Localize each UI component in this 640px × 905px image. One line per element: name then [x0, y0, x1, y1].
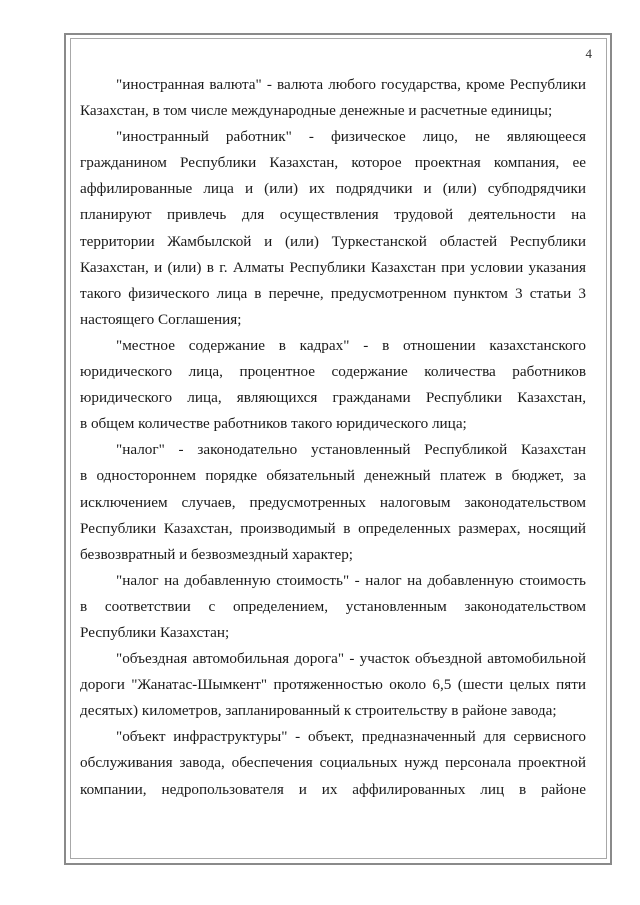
text-line: в общем количестве работников такого юридического лица;	[80, 415, 467, 433]
text-line: безвозвратный и безвозмездный характер;	[80, 545, 354, 563]
text-line: аффилированные лица и (или) их подрядчики и (или) субподрядчики	[80, 180, 586, 198]
text-line: "объездная автомобильная дорога" - участок объездной автомобильной	[116, 650, 586, 668]
text-line: исключением случаев, предусмотренных налоговым законодательством	[80, 493, 586, 511]
text-line: обслуживания завода, обеспечения социальных нужд персонала проектной	[80, 754, 586, 772]
text-line: "налог" - законодательно установленный Республикой Казахстан	[116, 441, 586, 459]
text-line: "иностранная валюта" - валюта любого государства, кроме Республики	[116, 76, 586, 93]
text-line: Казахстан, в том числе международные денежные и расчетные единицы;	[80, 102, 553, 120]
text-line: юридического лица, являющихся гражданами Республики Казахстан,	[80, 389, 586, 407]
text-line: десятых) километров, запланированный к строительству в районе завода;	[80, 702, 557, 720]
text-line: настоящего Соглашения;	[80, 310, 242, 328]
text-line: гражданином Республики Казахстан, которое проектная компания, ее	[80, 154, 586, 172]
text-line: "иностранный работник" - физическое лицо, не являющееся	[116, 128, 586, 146]
page-number: 4	[585, 46, 592, 61]
text-line: "объект инфраструктуры" - объект, предназначенный для сервисного	[116, 728, 586, 746]
text-line: Казахстан, и (или) в г. Алматы Республики Казахстан при условии указания	[80, 258, 586, 276]
text-line: в одностороннем порядке обязательный денежный платеж в бюджет, за	[80, 467, 586, 485]
text-line: такого физического лица в перечне, предусмотренном пунктом 3 статьи 3	[80, 284, 586, 302]
text-line: юридического лица, процентное содержание количества работников	[80, 363, 586, 381]
text-line: "местное содержание в кадрах" - в отношении казахстанского	[116, 336, 586, 354]
text-line: дороги "Жанатас-Шымкент" протяженностью около 6,5 (шести целых пяти	[80, 676, 586, 694]
text-line: планируют привлечь для осуществления трудовой деятельности на	[80, 206, 586, 224]
text-line: Республики Казахстан;	[80, 623, 230, 641]
text-line: компании, недропользователя и их аффилированных лиц в районе	[80, 780, 586, 798]
text-line: Республики Казахстан, производимый в определенных размерах, носящий	[80, 519, 586, 537]
text-line: в соответствии с определением, установленным законодательством	[80, 597, 586, 615]
text-line: "налог на добавленную стоимость" - налог на добавленную стоимость	[116, 571, 586, 589]
body-text	[80, 72, 586, 803]
text-line: территории Жамбылской и (или) Туркестанской областей Республики	[80, 232, 586, 250]
